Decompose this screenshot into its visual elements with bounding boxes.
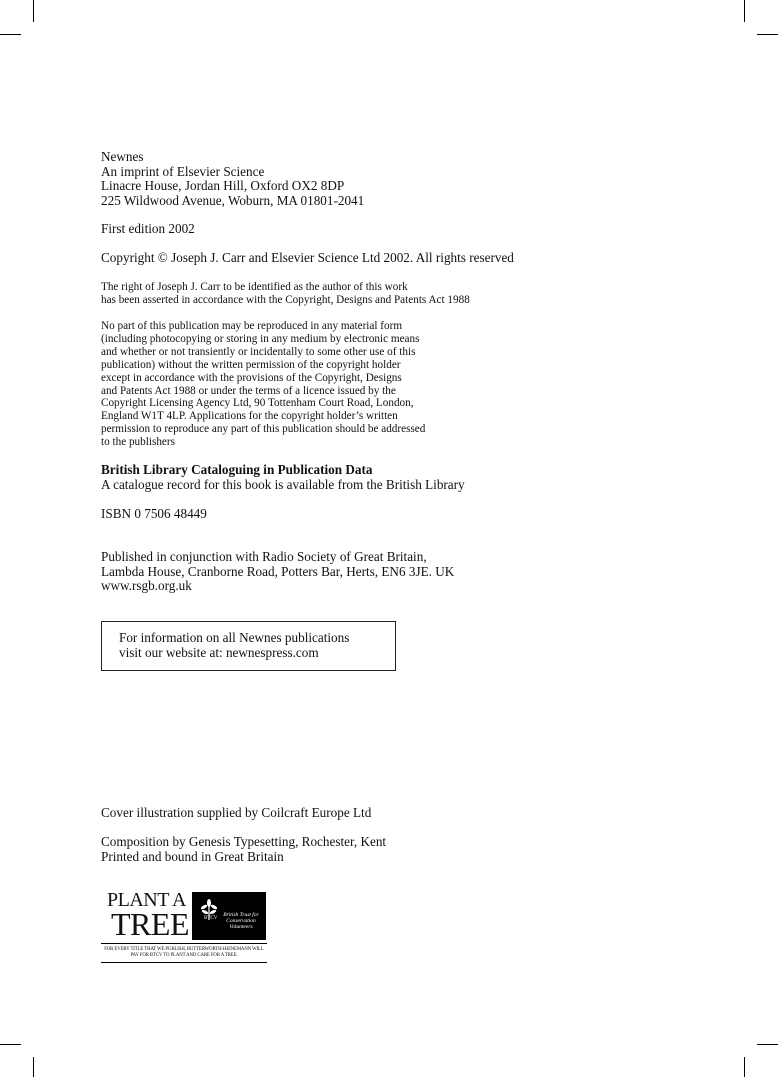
publisher-name: Newnes — [101, 149, 144, 164]
logo-tree-text: TREE — [111, 906, 189, 942]
logo-rule-bottom — [101, 962, 267, 963]
moral-rights-notice — [101, 281, 470, 307]
isbn: ISBN 0 7506 48449 — [101, 506, 207, 521]
info-box-line: visit our website at: newnespress.com — [119, 644, 319, 660]
edition: First edition 2002 — [101, 221, 195, 236]
logo-pledge: FOR EVERY TITLE THAT WE PUBLISH, BUTTERWORTH-HEINEMANN WILL PAY FOR BTCV TO PLANT AND CARE FOR A TREE. — [104, 947, 264, 958]
reproduction-line: England W1T 4LP. Applications for the copyright holder’s written — [101, 410, 398, 423]
reproduction-line: except in accordance with the provisions of the Copyright, Designs — [101, 371, 402, 384]
composition-credit: Composition by Genesis Typesetting, Rochester, Kent — [101, 834, 387, 849]
crop-mark-bottom-left-h — [0, 1044, 21, 1045]
crop-mark-top-right-h — [757, 34, 778, 35]
conjunction-block — [101, 550, 454, 594]
plant-a-tree-logo — [101, 887, 267, 967]
reproduction-line: No part of this publication may be reproduced in any material form — [101, 320, 403, 332]
publisher-block — [101, 150, 364, 208]
reproduction-line: permission to reproduce any part of this publication should be addressed — [101, 423, 426, 436]
crop-mark-bottom-right-h — [757, 1044, 778, 1045]
crop-mark-top-right-v — [744, 0, 745, 22]
conjunction-line: Published in conjunction with Radio Society of Great Britain, — [101, 549, 427, 564]
printing-credit: Printed and bound in Great Britain — [101, 848, 284, 864]
copyright-line: Copyright © Joseph J. Carr and Elsevier Science Ltd 2002. All rights reserved — [101, 250, 514, 265]
logo-plant-text: PLANT A — [107, 889, 186, 911]
moral-rights-line: has been asserted in accordance with the Copyright, Designs and Patents Act 1988 — [101, 293, 470, 306]
cataloguing-text: A catalogue record for this book is available from the British Library — [101, 476, 465, 492]
reproduction-line: to the publishers — [101, 436, 175, 449]
reproduction-line: (including photocopying or storing in any medium by electronic means — [101, 332, 420, 345]
reproduction-line: and Patents Act 1988 or under the terms of a licence issued by the — [101, 384, 396, 397]
crop-mark-bottom-left-v — [33, 1057, 34, 1077]
reproduction-line: Copyright Licensing Agency Ltd, 90 Tottenham Court Road, London, — [101, 397, 414, 410]
info-box-line: For information on all Newnes publications — [119, 630, 350, 645]
logo-rule-top — [101, 943, 267, 944]
crop-mark-bottom-right-v — [744, 1057, 745, 1077]
conjunction-line: Lambda House, Cranborne Road, Potters Bar, Herts, EN6 3JE. UK — [101, 563, 455, 579]
publisher-address-us: 225 Wildwood Avenue, Woburn, MA 01801-2041 — [101, 192, 365, 208]
btcv-acronym: BTCV — [204, 916, 218, 921]
publisher-imprint: An imprint of Elsevier Science — [101, 163, 265, 179]
crop-mark-top-left-v — [33, 0, 34, 22]
reproduction-notice — [101, 320, 425, 449]
reproduction-line: publication) without the written permission of the copyright holder — [101, 358, 401, 371]
reproduction-line: and whether or not transiently or incidentally to some other use of this — [101, 345, 416, 358]
production-block — [101, 835, 386, 864]
cataloguing-block — [101, 463, 465, 492]
btcv-badge — [192, 892, 266, 940]
publisher-address-uk: Linacre House, Jordan Hill, Oxford OX2 8DP — [101, 178, 345, 194]
cataloguing-heading: British Library Cataloguing in Publication Data — [101, 462, 373, 477]
btcv-name: British Trust for Conservation Volunteers — [223, 912, 259, 930]
cover-credit: Cover illustration supplied by Coilcraft Europe Ltd — [101, 805, 372, 820]
moral-rights-line: The right of Joseph J. Carr to be identified as the author of this work — [101, 281, 408, 293]
website-rsgb: www.rsgb.org.uk — [101, 578, 192, 594]
info-box — [101, 621, 396, 671]
crop-mark-top-left-h — [0, 34, 21, 35]
